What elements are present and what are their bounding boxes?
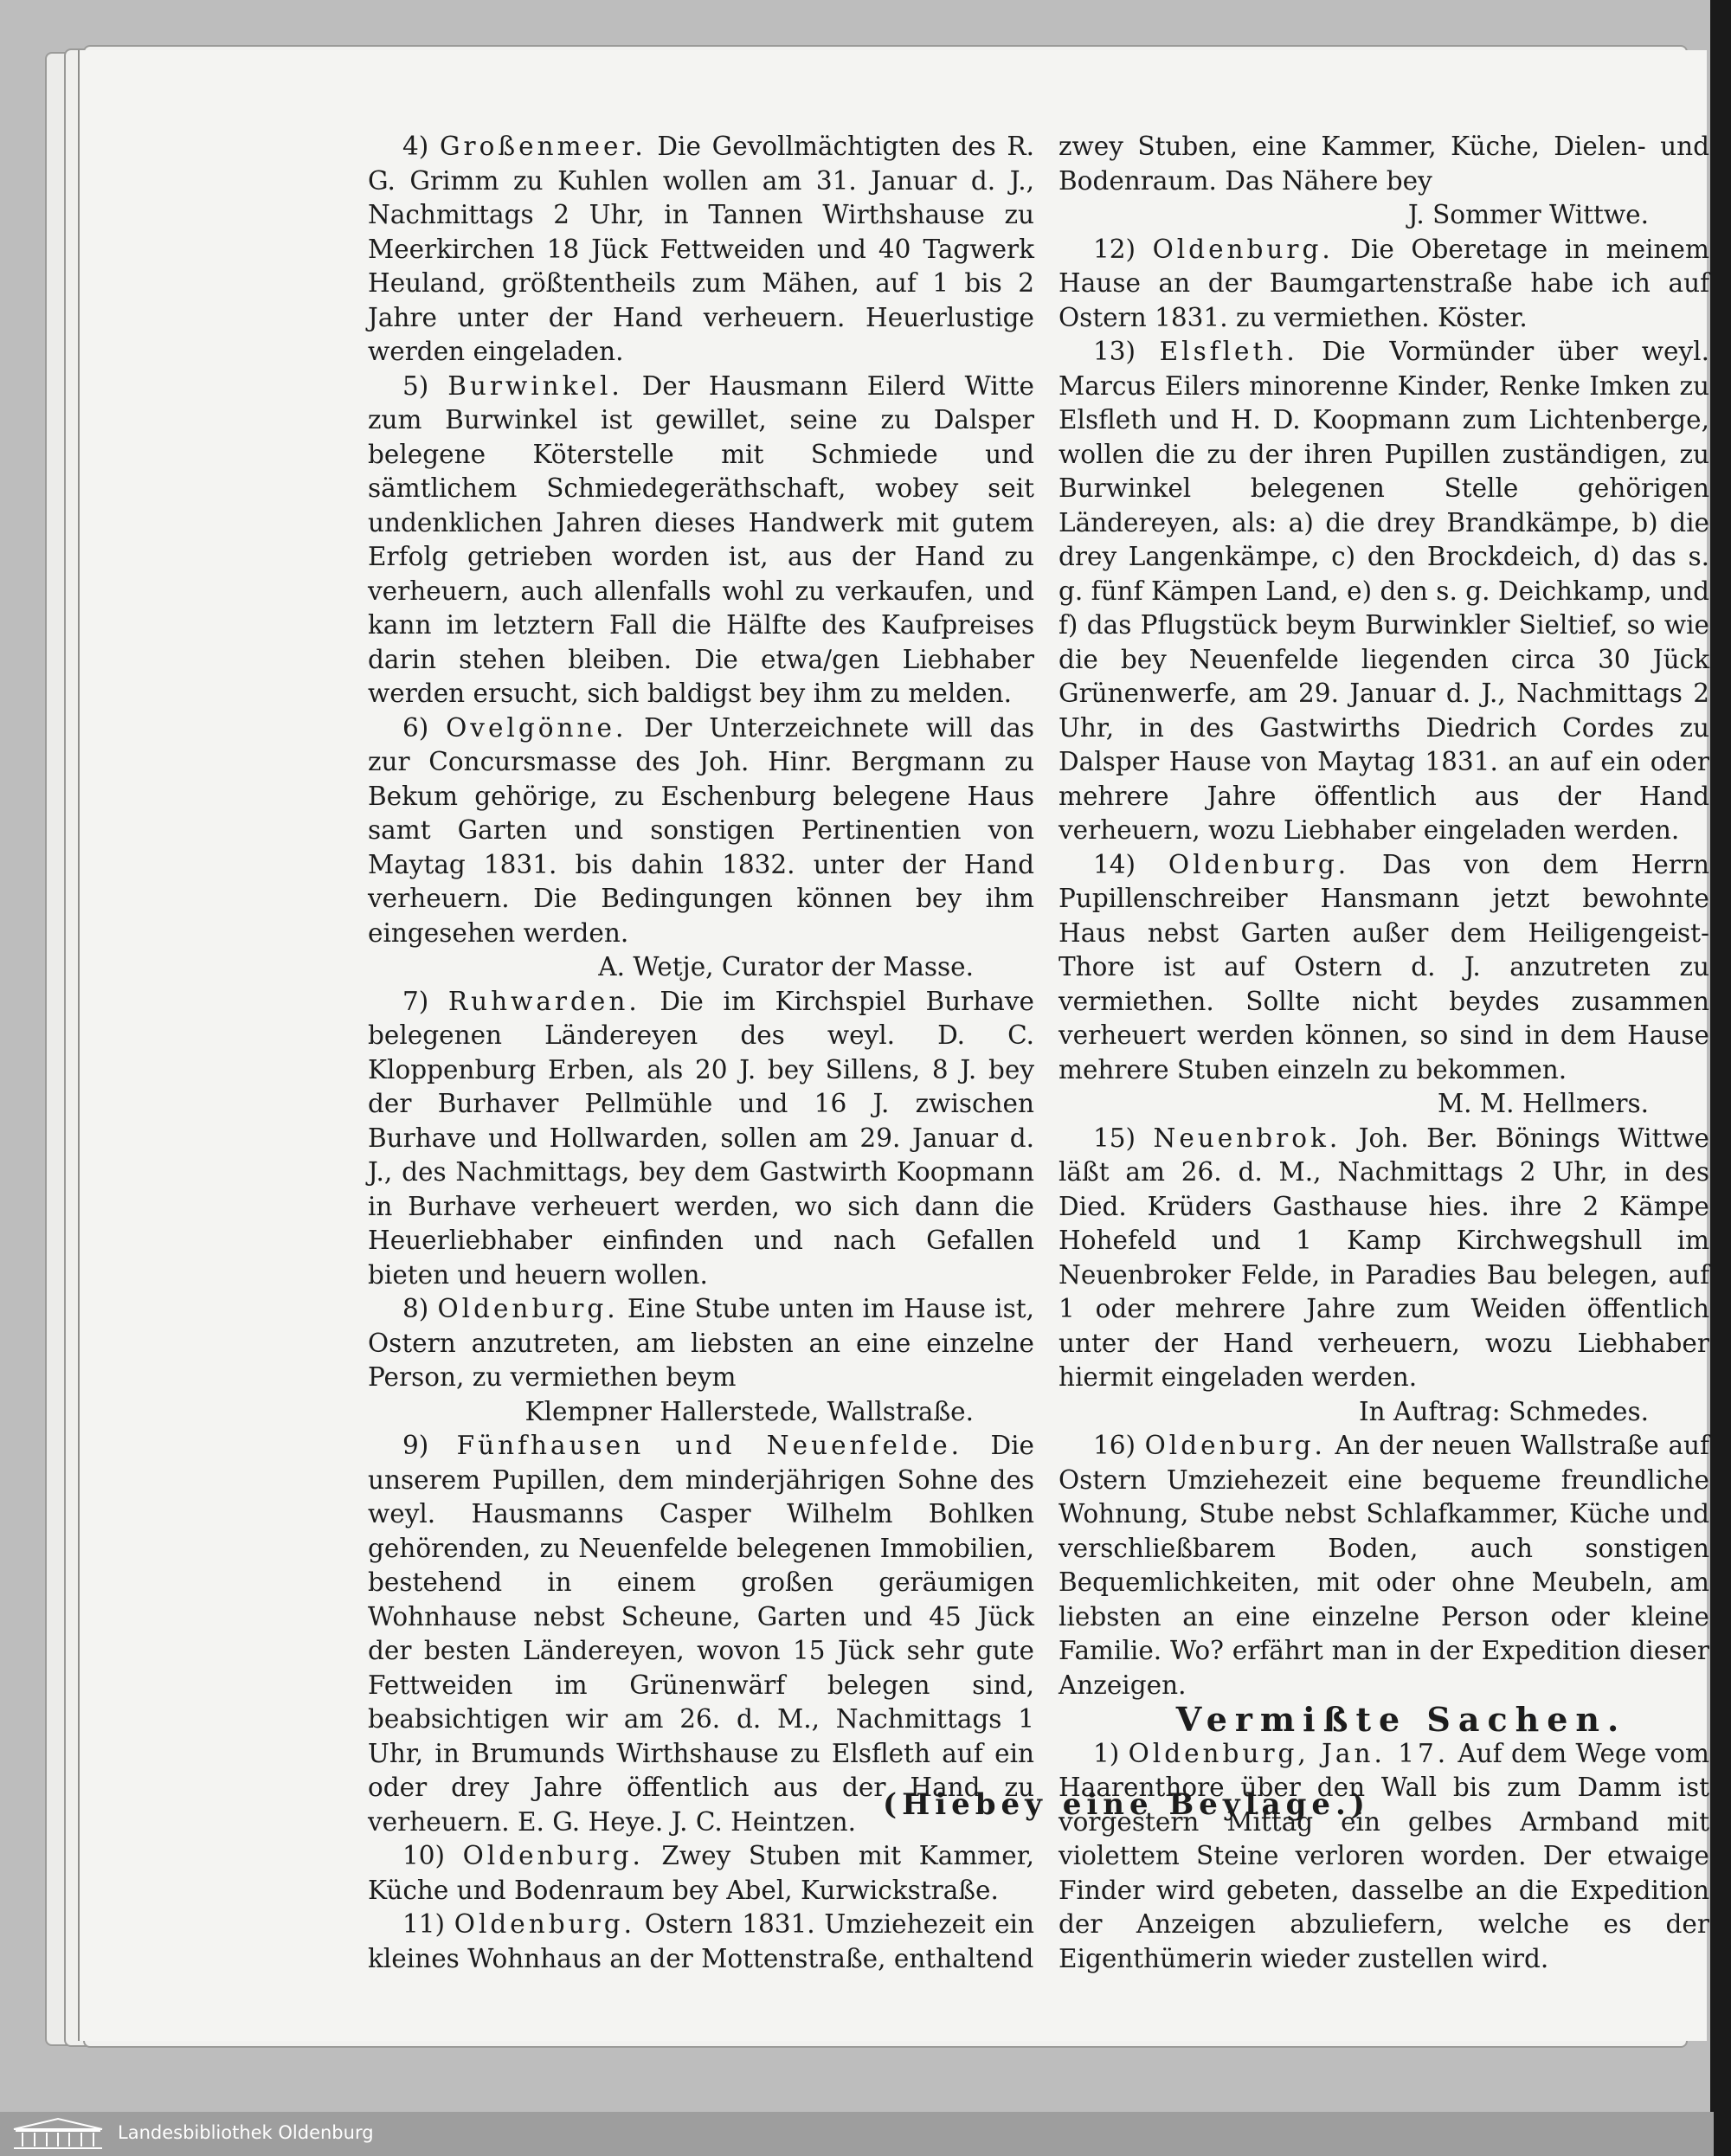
notice-place: Oldenburg. — [437, 1294, 619, 1323]
notice-number: 8) — [402, 1294, 429, 1323]
notice-place: Elsfleth. — [1159, 337, 1298, 366]
notice-text: Die Gevollmächtigten des R. G. Grimm zu Kuhlen wollen am 31. Januar d. J., Nachmittags 2 Uhr, in Tannen Wirthshause zu Meerkirchen 18 Jück Fettweiden und 40 Tagwerk Heuland, größtentheils zum Mähen, auf 1 bis 2 Jahre unter der Hand verheuern. Heuerlustige werden eingeladen. — [368, 132, 1034, 366]
notice-text: Das von dem Herrn Pupillenschreiber Hansmann jetzt bewohnte Haus nebst Garten außer dem Heiligengeist-Thore ist auf Ostern d. J. anzutreten zu vermiethen. Sollte nicht beydes zusammen verheuert werden können, so sind in dem Hause mehrere Stuben einzeln zu bekommen. — [1059, 849, 1709, 1084]
notice-text: Ostern 1831. Umziehezeit ein kleines Wohnhaus an der Mottenstraße, enthaltend — [368, 1909, 1034, 1973]
notice-place: Ruhwarden. — [447, 986, 640, 1016]
notice-number: 9) — [402, 1431, 429, 1460]
notice-entry — [1059, 335, 1709, 848]
library-building-icon — [10, 2117, 106, 2152]
notice-number: 10) — [402, 1841, 446, 1870]
notice-place: Oldenburg. — [462, 1841, 644, 1870]
notice-place: Oldenburg. — [1152, 234, 1334, 264]
notice-entry — [368, 1839, 1034, 1908]
supplement-note: (Hiebey eine Beylage.) — [883, 1787, 1370, 1822]
notice-number: 7) — [402, 986, 429, 1016]
notice-entry — [368, 370, 1034, 711]
notice-text: Zwey Stuben mit Kammer, Küche und Bodenraum bey Abel, Kurwickstraße. — [368, 1841, 1034, 1905]
left-column — [368, 130, 1034, 1976]
notice-place: Oldenburg. — [454, 1909, 635, 1939]
notice-place: Ovelgönne. — [446, 712, 627, 743]
notice-place: Burwinkel. — [447, 370, 623, 401]
notice-entry — [1059, 1429, 1709, 1702]
notice-entry — [368, 130, 1034, 370]
notice-text: Der Unterzeichnete will das zur Concursmasse des Joh. Hinr. Bergmann zu Bekum gehörige, zu Eschenburg belegene Haus samt Garten und sonstigen Pertinentien von Maytag 1831. bis dahin 1832. unter der Hand verheuern. Die Bedingungen können bey ihm eingesehen werden. — [368, 712, 1034, 948]
notice-text: Die unserem Pupillen, dem minderjährigen Sohne des weyl. Hausmanns Casper Wilhelm Bohlken gehörenden, zu Neuenfelde belegenen Immobilien, bestehend in einem großen geräumigen Wohnhause nebst Scheune, Garten und 45 Jück der besten Ländereyen, wovon 15 Jück sehr gute Fettweiden im Grünenwärf belegen sind, beabsichtigen wir am 26. d. M., Nachmittags 1 Uhr, in Brumunds Wirthshause zu Elsfleth auf ein oder drey Jahre öffentlich aus der Hand zu verheuern. E. G. Heye. J. C. Heintzen. — [368, 1431, 1034, 1837]
notice-place: Fünfhausen und Neuenfelde. — [456, 1431, 963, 1460]
notice-place: Oldenburg, Jan. 17. — [1128, 1738, 1450, 1768]
right-column — [1059, 130, 1709, 1976]
notice-number: 14) — [1093, 849, 1136, 879]
notice-entry — [368, 1429, 1034, 1839]
notice-entry — [1059, 1122, 1709, 1395]
notice-text: Auf dem Wege vom Haarenthore über den Wall bis zum Damm ist vorgestern Mittag ein gelbes Armband mit violettem Steine verloren worden. Der etwaige Finder wird gebeten, dasselbe an die Expedition der Anzeigen abzuliefern, welche es der Eigenthümerin wieder zustellen wird. — [1059, 1738, 1709, 1973]
notice-signature: M. M. Hellmers. — [1437, 1089, 1649, 1118]
notice-number: 1) — [1093, 1738, 1120, 1768]
notice-entry — [1059, 848, 1709, 1088]
notice-text: Eine Stube unten im Hause ist, Ostern anzutreten, am liebsten an eine einzelne Person, zu vermiethen beym — [368, 1294, 1034, 1392]
notice-text: zwey Stuben, eine Kammer, Küche, Dielen- und Bodenraum. Das Nähere bey — [1059, 132, 1709, 196]
notice-place: Oldenburg. — [1144, 1431, 1326, 1460]
notice-number: 15) — [1093, 1123, 1136, 1153]
notice-entry — [368, 711, 1034, 951]
notice-entry — [1059, 130, 1709, 198]
notice-text: Die Vormünder über weyl. Marcus Eilers minorenne Kinder, Renke Imken zu Elsfleth und H. D. Koopmann zum Lichtenberge, wollen die zu der ihren Pupillen zuständigen, zu Burwinkel belegenen Stelle gehörigen Ländereyen, als: a) die drey Brandkämpe, b) die drey Langenkämpe, c) den Brockdeich, d) das s. g. fünf Kämpen Land, e) den s. g. Deichkamp, und f) das Pflugstück beym Burwinkler Sieltief, so wie die bey Neuenfelde liegenden circa 30 Jück Grünenwerfe, am 29. Januar d. J., Nachmittags 2 Uhr, in des Gastwirths Diedrich Cordes zu Dalsper Hause von Maytag 1831. an auf ein oder mehrere Jahre öffentlich aus der Hand verheuern, wozu Liebhaber eingeladen werden. — [1059, 337, 1709, 845]
notice-signature: Klempner Hallerstede, Wallstraße. — [524, 1396, 974, 1426]
notice-entry — [368, 985, 1034, 1293]
notice-number: 6) — [402, 712, 429, 743]
section-heading: Vermißte Sachen. — [1175, 1700, 1627, 1739]
notice-signature: A. Wetje, Curator der Masse. — [598, 952, 974, 981]
notice-entry — [368, 1292, 1034, 1395]
notice-number: 16) — [1093, 1431, 1136, 1460]
notice-place: Großenmeer. — [439, 132, 647, 161]
notice-text: Joh. Ber. Bönings Wittwe läßt am 26. d. M., Nachmittags 2 Uhr, in des Died. Krüders Gasthause hies. ihre 2 Kämpe Hohefeld und 1 Kamp Kirchwegshull im Neuenbroker Felde, in Paradies Bau belegen, auf 1 oder mehrere Jahre zum Weiden öffentlich unter der Hand verheuern, wozu Liebhaber hiermit eingeladen werden. — [1059, 1123, 1709, 1392]
notice-entry — [368, 1908, 1034, 1976]
notice-number: 11) — [402, 1909, 446, 1939]
notice-text: Die im Kirchspiel Burhave belegenen Ländereyen des weyl. D. C. Kloppenburg Erben, als 20 J. bey Sillens, 8 J. bey der Burhaver Pellmühle und 16 J. zwischen Burhave und Hollwarden, sollen am 29. Januar d. J., des Nachmittags, bey dem Gastwirth Koopmann in Burhave verheuert werden, wo sich dann die Heuerliebhaber einfinden und nach Gefallen bieten und heuern wollen. — [368, 986, 1034, 1290]
notice-place: Neuenbrok. — [1153, 1123, 1342, 1153]
notice-text: An der neuen Wallstraße auf Ostern Umziehezeit eine bequeme freundliche Wohnung, Stube nebst Schlafkammer, Küche und verschließbarem Boden, auch sonstigen Bequemlichkeiten, mit oder ohne Meubeln, am liebsten an eine einzelne Person oder kleine Familie. Wo? erfährt man in der Expedition dieser Anzeigen. — [1059, 1431, 1709, 1700]
notice-number: 4) — [402, 132, 429, 161]
notice-signature: In Auftrag: Schmedes. — [1358, 1396, 1649, 1426]
notice-text: Die Oberetage in meinem Hause an der Baumgartenstraße habe ich auf Ostern 1831. zu vermiethen. Köster. — [1059, 234, 1709, 332]
notice-number: 5) — [402, 370, 429, 401]
notice-entry — [1059, 1737, 1709, 1977]
notice-place: Oldenburg. — [1168, 849, 1350, 879]
notice-number: 13) — [1093, 337, 1136, 366]
footer-bar — [0, 2112, 1714, 2156]
notice-number: 12) — [1093, 234, 1136, 264]
notice-entry — [1059, 233, 1709, 336]
notice-text: Der Hausmann Eilerd Witte zum Burwinkel ist gewillet, seine zu Dalsper belegene Köterstelle mit Schmiede und sämtlichem Schmiedegeräthschaft, wobey seit undenklichen Jahren dieses Handwerk mit gutem Erfolg getrieben worden ist, aus der Hand zu verheuern, auch allenfalls wohl zu verkaufen, und kann im letztern Fall die Hälfte des Kaufpreises darin stehen bleiben. Die etwa/gen Liebhaber werden ersucht, sich baldigst bey ihm zu melden. — [368, 370, 1034, 708]
book-spine — [1710, 0, 1731, 2156]
notice-signature: J. Sommer Wittwe. — [1407, 200, 1649, 229]
library-name: Landesbibliothek Oldenburg — [118, 2122, 374, 2143]
